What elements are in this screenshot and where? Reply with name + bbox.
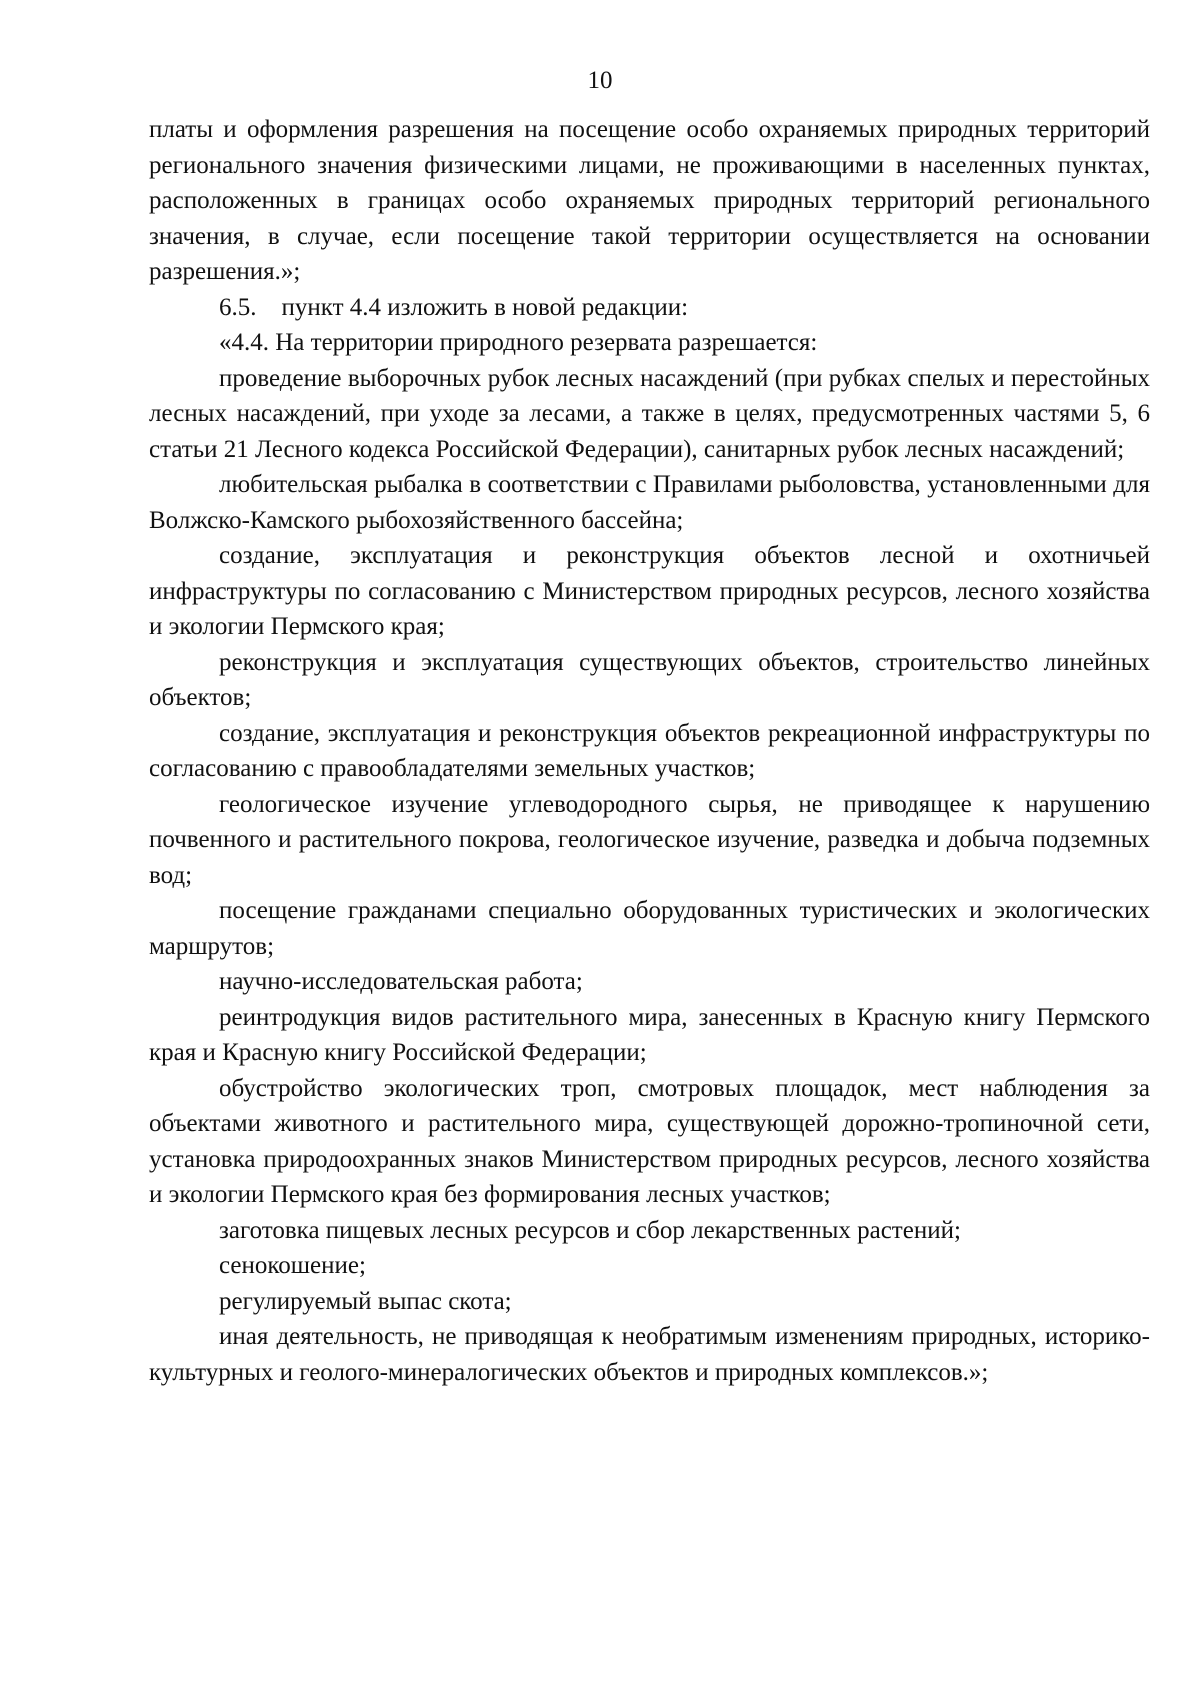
paragraph-selective-logging: проведение выборочных рубок лесных насаждений (при рубках спелых и перестойных лесных насаждений, при уходе за лесами, а также в целях, предусмотренных частями 5, 6 статьи 21 Лесного кодекса Российской Федерации), санитарных рубок лесных насаждений; [149, 364, 1150, 463]
paragraph-item-6-5: 6.5. пункт 4.4 изложить в новой редакции: [219, 293, 689, 321]
paragraph-amateur-fishing: любительская рыбалка в соответствии с Правилами рыболовства, установленными для Волжско-Камского рыбохозяйственного бассейна; [149, 471, 1150, 534]
paragraph-forest-hunting-infrastructure: создание, эксплуатация и реконструкция объектов лесной и охотничьей инфраструктуры по согласованию с Министерством природных ресурсов, лесного хозяйства и экологии Пермского края; [149, 542, 1150, 640]
paragraph-geological-study: геологическое изучение углеводородного сырья, не приводящее к нарушению почвенного и растительного покрова, геологическое изучение, разведка и добыча подземных вод; [149, 790, 1150, 889]
paragraph-research-work: научно-исследовательская работа; [219, 968, 583, 995]
paragraph-reintroduction: реинтродукция видов растительного мира, занесенных в Красную книгу Пермского края и Красную книгу Российской Федерации; [149, 1003, 1150, 1066]
paragraph-ecological-trails: обустройство экологических троп, смотровых площадок, мест наблюдения за объектами животного и растительного мира, существующей дорожно-тропиночной сети, установка природоохранных знаков Министерством природных ресурсов, лесного хозяйства и экологии Пермского края без формирования лесных участков; [149, 1074, 1150, 1208]
paragraph-livestock-grazing: регулируемый выпас скота; [219, 1287, 512, 1315]
paragraph-other-activity: иная деятельность, не приводящая к необратимым изменениям природных, историко-культурных и геолого-минералогических объектов и природных комплексов.»; [149, 1323, 1150, 1386]
paragraph-food-resources: заготовка пищевых лесных ресурсов и сбор лекарственных растений; [219, 1216, 961, 1244]
paragraph-reconstruction-linear-objects: реконструкция и эксплуатация существующих объектов, строительство линейных объектов; [149, 648, 1150, 711]
paragraph-recreational-infrastructure: создание, эксплуатация и реконструкция объектов рекреационной инфраструктуры по согласованию с правообладателями земельных участков; [149, 719, 1150, 782]
document-body [149, 112, 1150, 1390]
page-number: 10 [587, 67, 613, 94]
paragraph-tourist-routes: посещение гражданами специально оборудованных туристических и экологических маршрутов; [149, 897, 1150, 960]
paragraph-continuation: платы и оформления разрешения на посещение особо охраняемых природных территорий регионального значения физическими лицами, не проживающими в населенных пунктах, расположенных в границах особо охраняемых природных территорий регионального значения, в случае, если посещение такой территории осуществляется на основании разрешения.»; [149, 116, 1150, 285]
paragraph-clause-4-4: «4.4. На территории природного резервата разрешается: [219, 329, 818, 356]
paragraph-haymaking: сенокошение; [219, 1252, 366, 1279]
